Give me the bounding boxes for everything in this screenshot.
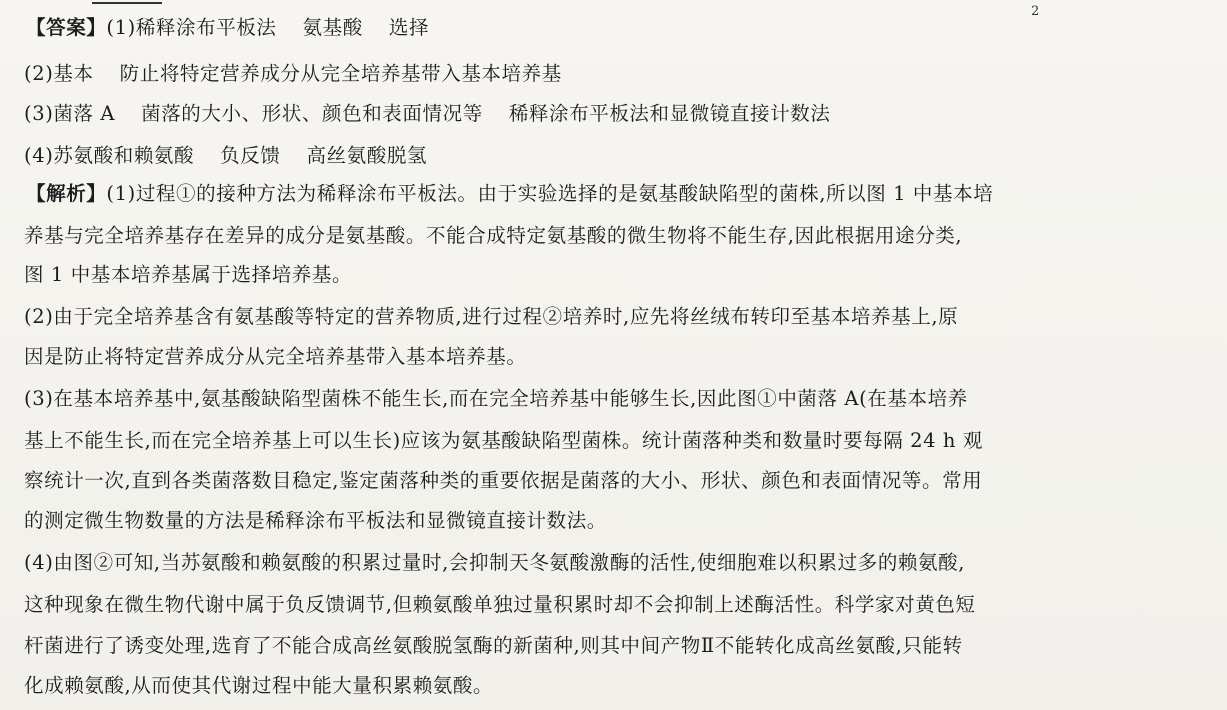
answer-part: 苏氨酸和赖氨酸 xyxy=(53,144,195,167)
answer-part: 稀释涂布平板法 xyxy=(135,16,277,39)
top-rule xyxy=(92,2,162,4)
answer-part: 选择 xyxy=(388,16,430,39)
analysis-line: 化成赖氨酸,从而使其代谢过程中能大量积累赖氨酸。 xyxy=(24,674,494,697)
analysis-text: (1)过程①的接种方法为稀释涂布平板法。由于实验选择的是氨基酸缺陷型的菌株,所以图 1 中基本培 xyxy=(106,182,994,205)
answer-part: 防止将特定营养成分从完全培养基带入基本培养基 xyxy=(119,62,562,85)
answer-part: 高丝氨酸脱氢 xyxy=(306,144,428,167)
analysis-line: 这种现象在微生物代谢中属于负反馈调节,但赖氨酸单独过量积累时却不会抑制上述酶活性。科学家对黄色短 xyxy=(24,593,976,616)
answer-num: (2) xyxy=(24,62,54,85)
answer-num: (4) xyxy=(24,144,54,167)
answer-part: 菌落 A xyxy=(53,102,116,125)
analysis-line xyxy=(26,180,993,208)
analysis-line: 察统计一次,直到各类菌落数目稳定,鉴定菌落种类的重要依据是菌落的大小、形状、颜色和表面情况等。常用 xyxy=(24,469,983,492)
analysis-line: (2)由于完全培养基含有氨基酸等特定的营养物质,进行过程②培养时,应先将丝绒布转印至基本培养基上,原 xyxy=(24,305,959,328)
answer-line-1 xyxy=(26,14,429,42)
analysis-line: 的测定微生物数量的方法是稀释涂布平板法和显微镜直接计数法。 xyxy=(24,509,607,532)
analysis-line: 杆菌进行了诱变处理,选育了不能合成高丝氨酸脱氢酶的新菌种,则其中间产物Ⅱ不能转化成高丝氨酸,只能转 xyxy=(24,634,963,657)
answer-part: 基本 xyxy=(53,62,94,85)
answer-num: (3) xyxy=(24,102,54,125)
analysis-label: 【解析】 xyxy=(26,182,107,205)
answer-part: 稀释涂布平板法和显微镜直接计数法 xyxy=(508,102,831,125)
answer-line-2 xyxy=(24,60,562,88)
analysis-line: 因是防止将特定营养成分从完全培养基带入基本培养基。 xyxy=(24,345,527,368)
analysis-line: (3)在基本培养基中,氨基酸缺陷型菌株不能生长,而在完全培养基中能够生长,因此图①中菌落 A(在基本培养 xyxy=(24,387,968,410)
analysis-line: (4)由图②可知,当苏氨酸和赖氨酸的积累过量时,会抑制天冬氨酸激酶的活性,使细胞难以积累过多的赖氨酸, xyxy=(24,551,966,574)
analysis-line: 养基与完全培养基存在差异的成分是氨基酸。不能合成特定氨基酸的微生物将不能生存,因此根据用途分类, xyxy=(24,224,963,247)
answer-part: 菌落的大小、形状、颜色和表面情况等 xyxy=(141,102,483,125)
answer-line-4 xyxy=(24,142,427,170)
analysis-line: 基上不能生长,而在完全培养基上可以生长)应该为氨基酸缺陷型菌株。统计菌落种类和数量时要每隔 24 h 观 xyxy=(24,429,983,452)
answer-label: 【答案】 xyxy=(26,16,107,39)
answer-num: (1) xyxy=(106,16,136,39)
answer-part: 氨基酸 xyxy=(302,16,363,39)
analysis-line: 图 1 中基本培养基属于选择培养基。 xyxy=(24,263,353,286)
answer-part: 负反馈 xyxy=(220,144,281,167)
answer-line-3 xyxy=(24,100,830,128)
page-number: 2 xyxy=(1031,4,1040,19)
